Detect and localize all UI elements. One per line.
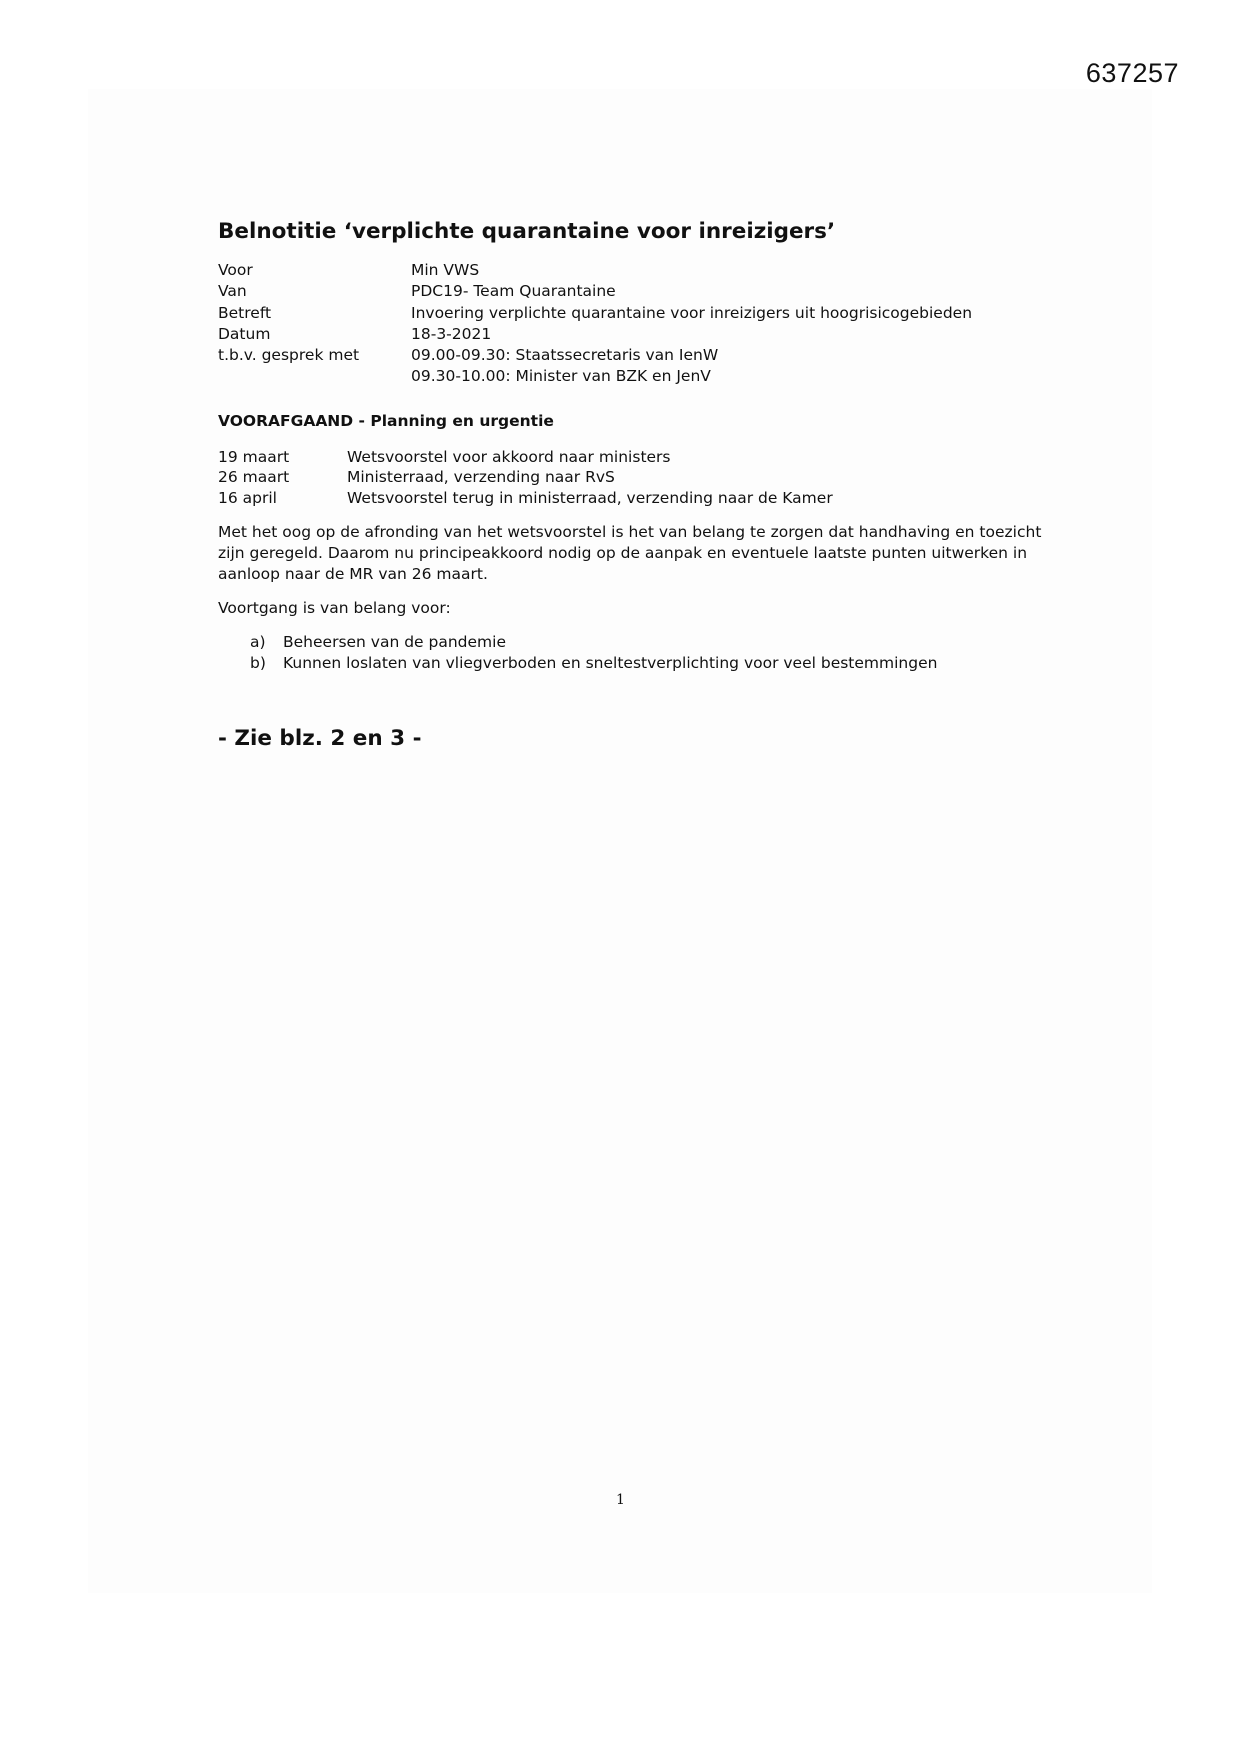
planning-row (218, 447, 1058, 468)
meta-value: Min VWS (411, 261, 480, 279)
meta-row-datum (218, 324, 1058, 345)
document-content (218, 218, 1058, 753)
meta-label: Voor (218, 261, 253, 279)
meta-row-gesprek (218, 345, 1058, 388)
planning-row (218, 467, 1058, 488)
planning-date: 19 maart (218, 447, 290, 466)
body-paragraph: Met het oog op de afronding van het wetsvoorstel is het van belang te zorgen dat handhaving en toezicht zijn geregeld. Daarom nu principeakkoord nodig op de aanpak en eventuele laatste punten uitwerken in aanloop naar de MR van 26 maart. (218, 522, 1042, 584)
list-item (250, 632, 1058, 653)
document-title: Belnotitie ‘verplichte quarantaine voor inreizigers’ (218, 219, 836, 244)
meta-row-betreft (218, 303, 1058, 324)
planning-date: 16 april (218, 489, 277, 508)
meta-values (411, 324, 491, 345)
meta-value: 18-3-2021 (411, 324, 492, 343)
document-id: 637257 (1085, 58, 1179, 88)
see-pages-note: - Zie blz. 2 en 3 - (218, 725, 422, 751)
meta-label: Betreft (218, 303, 272, 322)
meta-label: Datum (218, 324, 271, 343)
meta-value: 09.00-09.30: Staatssecretaris van IenW (411, 346, 719, 365)
progress-list (218, 632, 1058, 675)
meta-values (411, 281, 616, 302)
meta-values (411, 303, 972, 324)
meta-value: Invoering verplichte quarantaine voor inreizigers uit hoogrisicogebieden (411, 303, 973, 322)
list-intro: Voortgang is van belang voor: (218, 598, 451, 617)
list-item-text: Beheersen van de pandemie (283, 633, 507, 652)
meta-label: Van (218, 282, 247, 301)
section-heading: VOORAFGAAND - Planning en urgentie (218, 411, 554, 430)
list-marker: b) (250, 654, 266, 673)
meta-value: PDC19- Team Quarantaine (411, 282, 616, 301)
planning-table (218, 447, 1058, 509)
page-number: 1 (616, 1492, 625, 1508)
meta-value: 09.30-10.00: Minister van BZK en JenV (411, 367, 711, 386)
list-item-text: Kunnen loslaten van vliegverboden en sneltestverplichting voor veel bestemmingen (283, 654, 938, 673)
planning-description: Ministerraad, verzending naar RvS (347, 468, 615, 487)
list-item (250, 653, 1058, 674)
planning-description: Wetsvoorstel voor akkoord naar ministers (347, 447, 671, 466)
meta-table (218, 260, 1058, 388)
meta-label: t.b.v. gesprek met (218, 346, 360, 365)
meta-values (411, 345, 718, 388)
list-marker: a) (250, 633, 266, 652)
planning-description: Wetsvoorstel terug in ministerraad, verzending naar de Kamer (347, 489, 833, 508)
planning-row (218, 488, 1058, 509)
meta-row-voor (218, 260, 1058, 281)
meta-values (411, 260, 479, 281)
meta-row-van (218, 281, 1058, 302)
planning-date: 26 maart (218, 468, 290, 487)
